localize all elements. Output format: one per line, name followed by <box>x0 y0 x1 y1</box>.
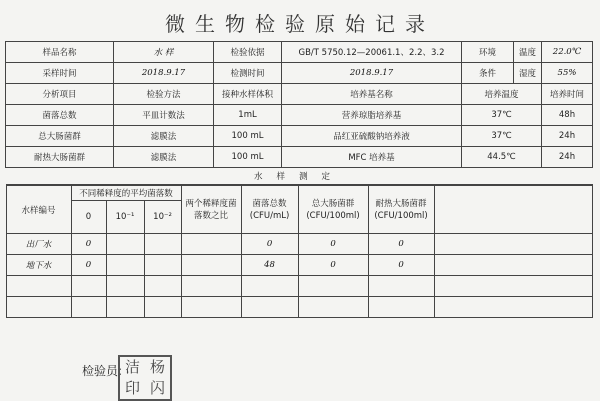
result-blank <box>434 255 592 276</box>
coliform-header <box>298 186 368 234</box>
method-item: 耐热大肠菌群 <box>6 147 114 168</box>
result-blank <box>434 234 592 255</box>
result-coliform: 0 <box>298 234 368 255</box>
basis-label: 检验依据 <box>214 42 282 63</box>
coliform-label: 总大肠菌群 <box>311 198 355 209</box>
stamp-char: 洁 <box>124 358 140 376</box>
dilution-1: 10⁻¹ <box>106 201 144 234</box>
result-d2 <box>144 234 181 255</box>
method-volume: 1mL <box>214 105 282 126</box>
header-medium: 培养基名称 <box>282 84 462 105</box>
blank-header <box>434 186 592 234</box>
sample-name-label: 样品名称 <box>6 42 114 63</box>
signature-stamp <box>118 355 172 401</box>
result-d0: 0 <box>71 234 106 255</box>
total-colonies-header <box>241 186 298 234</box>
condition-label: 条件 <box>462 63 514 84</box>
section-title: 水样测定 <box>6 168 593 185</box>
empty-row <box>6 276 592 297</box>
humidity-value: 55% <box>542 63 593 84</box>
dilution-0: 0 <box>71 201 106 234</box>
result-d1 <box>106 255 144 276</box>
test-time-label: 检测时间 <box>214 63 282 84</box>
method-temp: 37℃ <box>462 126 542 147</box>
result-d0: 0 <box>71 255 106 276</box>
result-row <box>6 234 592 255</box>
method-row <box>6 147 593 168</box>
stamp-char: 杨 <box>149 358 165 376</box>
method-name: 滤膜法 <box>114 126 214 147</box>
sampling-time-value: 2018.9.17 <box>114 63 214 84</box>
dilution-2: 10⁻² <box>144 201 181 234</box>
test-table <box>6 185 593 318</box>
method-row <box>6 105 593 126</box>
ratio-header: 两个稀释度菌落数之比 <box>181 186 241 234</box>
sample-id: 出厂水 <box>6 234 71 255</box>
total-colonies-unit: (CFU/mL) <box>249 210 290 221</box>
result-d2 <box>144 255 181 276</box>
test-header-row-1 <box>6 186 592 201</box>
method-medium: 品红亚硫酸钠培养液 <box>282 126 462 147</box>
method-row <box>6 126 593 147</box>
sample-id: 地下水 <box>6 255 71 276</box>
result-ratio <box>181 255 241 276</box>
method-item: 菌落总数 <box>6 105 114 126</box>
result-thermo: 0 <box>368 255 434 276</box>
result-thermo: 0 <box>368 234 434 255</box>
result-ratio <box>181 234 241 255</box>
result-coliform: 0 <box>298 255 368 276</box>
temp-label: 温度 <box>514 42 542 63</box>
thermo-unit: (CFU/100ml) <box>374 210 428 221</box>
thermo-label: 耐热大肠菌群 <box>375 198 427 209</box>
method-time: 48h <box>542 105 593 126</box>
info-row-2 <box>6 63 593 84</box>
result-total: 48 <box>241 255 298 276</box>
method-temp: 37℃ <box>462 105 542 126</box>
stamp-char: 印 <box>124 379 140 397</box>
header-time: 培养时间 <box>542 84 593 105</box>
thermo-header <box>368 186 434 234</box>
sample-name-value: 水 样 <box>114 42 214 63</box>
method-volume: 100 mL <box>214 147 282 168</box>
header-volume: 接种水样体积 <box>214 84 282 105</box>
method-medium: 营养琼脂培养基 <box>282 105 462 126</box>
signer-label: 检验员: <box>82 364 123 378</box>
method-time: 24h <box>542 126 593 147</box>
method-medium: MFC 培养基 <box>282 147 462 168</box>
result-row <box>6 255 592 276</box>
test-time-value: 2018.9.17 <box>282 63 462 84</box>
sampling-time-label: 采样时间 <box>6 63 114 84</box>
record-table <box>5 41 593 318</box>
env-label: 环境 <box>462 42 514 63</box>
section-title-row <box>6 168 593 185</box>
method-item: 总大肠菌群 <box>6 126 114 147</box>
header-method: 检验方法 <box>114 84 214 105</box>
result-total: 0 <box>241 234 298 255</box>
method-time: 24h <box>542 147 593 168</box>
humidity-label: 湿度 <box>514 63 542 84</box>
sample-id-header: 水样编号 <box>6 186 71 234</box>
total-colonies-label: 菌落总数 <box>252 198 287 209</box>
result-d1 <box>106 234 144 255</box>
basis-value: GB/T 5750.12—20061.1、2.2、3.2 <box>282 42 462 63</box>
method-name: 平皿计数法 <box>114 105 214 126</box>
page-title: 微生物检验原始记录 <box>165 12 435 36</box>
header-item: 分析项目 <box>6 84 114 105</box>
method-volume: 100 mL <box>214 126 282 147</box>
method-name: 滤膜法 <box>114 147 214 168</box>
method-temp: 44.5℃ <box>462 147 542 168</box>
info-row-1 <box>6 42 593 63</box>
header-temp: 培养温度 <box>462 84 542 105</box>
coliform-unit: (CFU/100ml) <box>306 210 360 221</box>
test-area-row <box>6 185 593 319</box>
temp-value: 22.0℃ <box>542 42 593 63</box>
avg-colonies-header: 不同稀释度的平均菌落数 <box>71 186 181 201</box>
empty-row <box>6 297 592 318</box>
stamp-char: 闪 <box>149 379 165 397</box>
methods-header-row <box>6 84 593 105</box>
